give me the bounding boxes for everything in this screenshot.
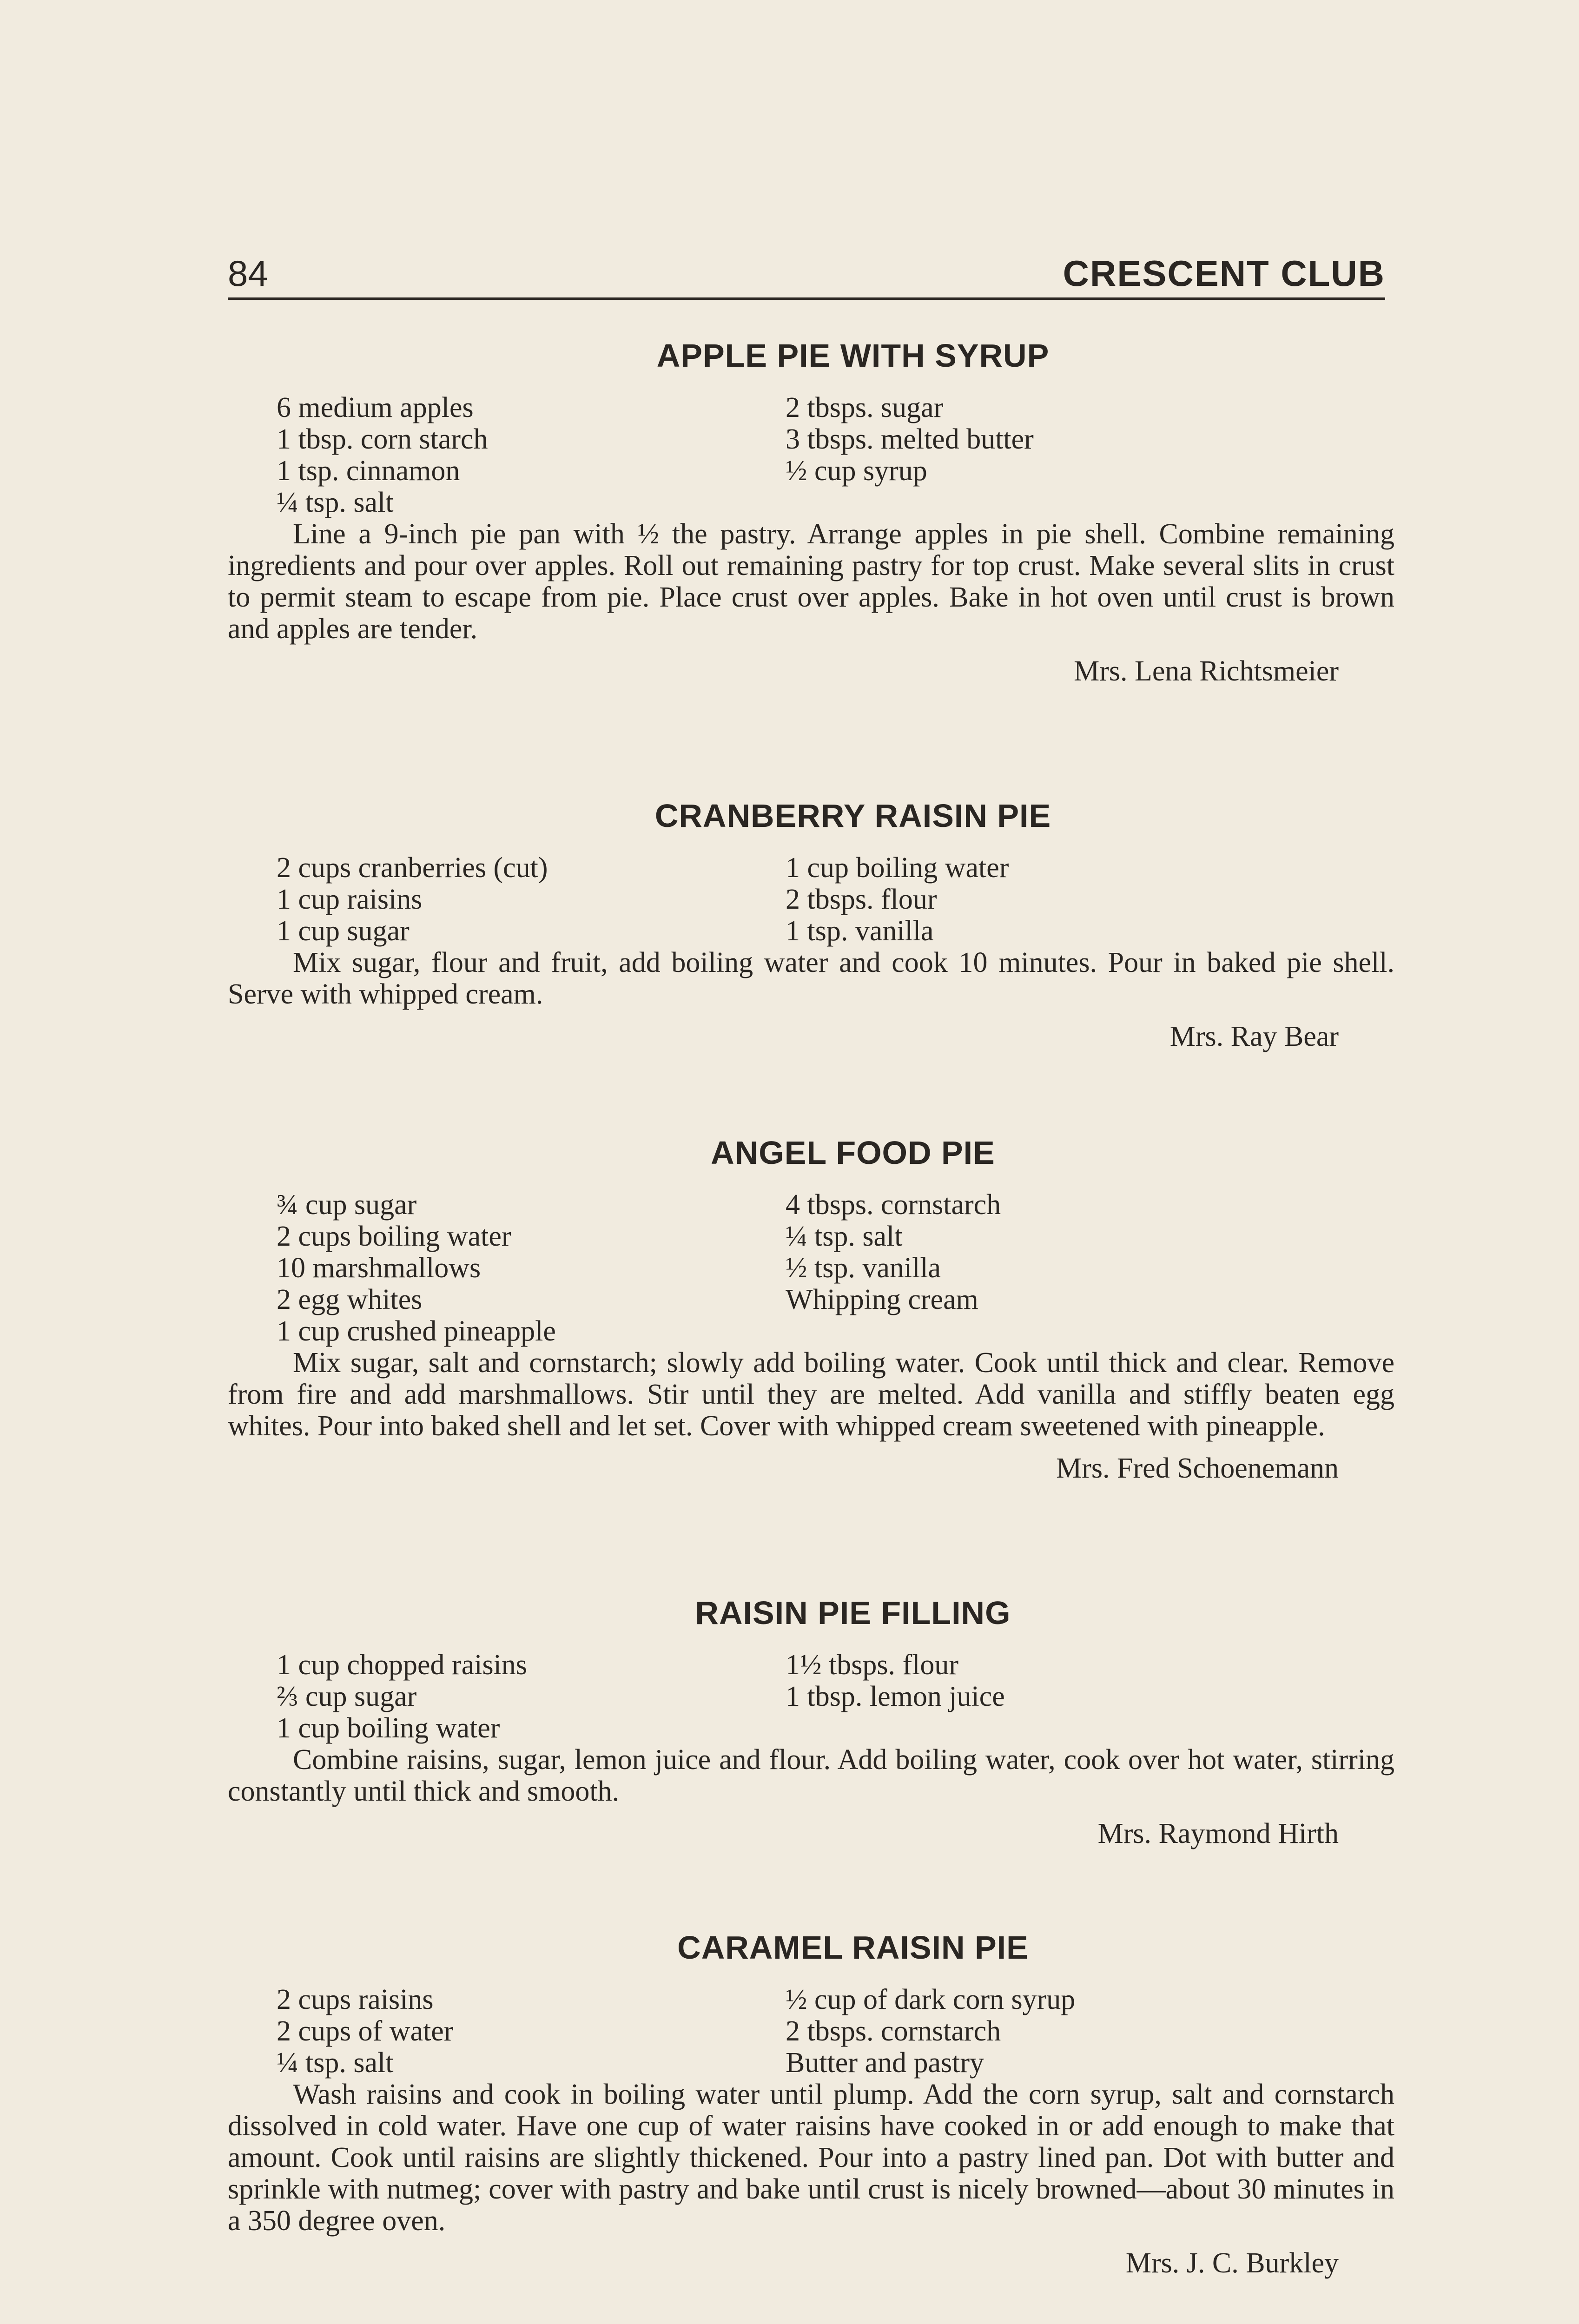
ingredient: 1 cup crushed pineapple	[277, 1315, 556, 1347]
recipe-title: APPLE PIE WITH SYRUP	[656, 337, 1050, 374]
ingredient: 2 cups of water	[277, 2015, 454, 2047]
ingredient: ⅔ cup sugar	[277, 1681, 417, 1712]
recipe-apple-pie-with-syrup	[228, 337, 1394, 688]
ingredient: ½ tsp. vanilla	[786, 1252, 941, 1284]
recipe-title: ANGEL FOOD PIE	[711, 1135, 995, 1171]
ingredient-list	[228, 1649, 1394, 1744]
recipe-caramel-raisin-pie	[228, 1929, 1394, 2280]
ingredient: 2 cups cranberries (cut)	[277, 852, 548, 884]
ingredient: 1 cup sugar	[277, 915, 410, 947]
recipe-raisin-pie-filling	[228, 1594, 1394, 1850]
ingredient: ¾ cup sugar	[277, 1189, 417, 1221]
ingredient: ¼ tsp. salt	[277, 487, 394, 518]
recipe-author: Mrs. Raymond Hirth	[1097, 1818, 1339, 1849]
ingredient-list	[228, 1189, 1394, 1347]
ingredient: ¼ tsp. salt	[277, 2047, 394, 2079]
recipe-instructions: Wash raisins and cook in boiling water until plump. Add the corn syrup, salt and cornstarch dissolved in cold water. Have one cup of water raisins have cooked in or add enough to make that amount. Cook until raisins are slightly thickened. Pour into a pastry lined pan. Dot with butter and sprinkle with nutmeg; cover with pastry and bake until crust is nicely browned—about 30 minutes in a 350 degree oven.	[228, 2079, 1394, 2237]
ingredient: 2 cups raisins	[277, 1984, 434, 2015]
ingredient: 6 medium apples	[277, 392, 474, 423]
ingredient: Butter and pastry	[786, 2047, 984, 2079]
running-title: CRESCENT CLUB	[1063, 253, 1385, 294]
ingredient: ¼ tsp. salt	[786, 1221, 903, 1252]
recipe-author: Mrs. Lena Richtsmeier	[1074, 655, 1339, 687]
ingredient: 3 tbsps. melted butter	[786, 423, 1034, 455]
ingredient: 1 cup raisins	[277, 884, 423, 915]
ingredient-list	[228, 852, 1394, 947]
ingredient: 2 tbsps. sugar	[786, 392, 944, 423]
ingredient: Whipping cream	[786, 1284, 978, 1315]
ingredient: 1 tsp. cinnamon	[277, 455, 460, 487]
ingredient: 2 tbsps. flour	[786, 884, 937, 915]
ingredient: 2 cups boiling water	[277, 1221, 511, 1252]
recipe-title: RAISIN PIE FILLING	[695, 1595, 1011, 1631]
page-header	[228, 242, 1385, 300]
ingredient: 1 cup boiling water	[277, 1712, 500, 1744]
recipe-title: CRANBERRY RAISIN PIE	[654, 798, 1051, 834]
recipe-angel-food-pie	[228, 1134, 1394, 1485]
recipe-author: Mrs. Fred Schoenemann	[1056, 1452, 1339, 1484]
page-number: 84	[228, 253, 268, 294]
ingredient-list	[228, 1984, 1394, 2079]
ingredient: 2 tbsps. cornstarch	[786, 2015, 1001, 2047]
recipe-instructions: Combine raisins, sugar, lemon juice and flour. Add boiling water, cook over hot water, stirring constantly until thick and smooth.	[228, 1744, 1394, 1807]
ingredient: 1 tbsp. corn starch	[277, 423, 488, 455]
ingredient: ½ cup of dark corn syrup	[786, 1984, 1076, 2015]
ingredient: 1½ tbsps. flour	[786, 1649, 958, 1681]
recipe-instructions: Mix sugar, flour and fruit, add boiling water and cook 10 minutes. Pour in baked pie shell. Serve with whipped cream.	[228, 947, 1394, 1010]
recipe-instructions: Line a 9-inch pie pan with ½ the pastry. Arrange apples in pie shell. Combine remaining ingredients and pour over apples. Roll out remaining pastry for top crust. Make several slits in crust to permit steam to escape from pie. Place crust over apples. Bake in hot oven until crust is brown and apples are tender.	[228, 518, 1394, 645]
ingredient: 1 cup boiling water	[786, 852, 1009, 884]
ingredient-list	[228, 392, 1394, 518]
recipe-title: CARAMEL RAISIN PIE	[677, 1929, 1029, 1966]
ingredient: 10 marshmallows	[277, 1252, 481, 1284]
ingredient: 1 cup chopped raisins	[277, 1649, 527, 1681]
recipe-cranberry-raisin-pie	[228, 797, 1394, 1053]
recipe-author: Mrs. Ray Bear	[1169, 1021, 1339, 1052]
ingredient: ½ cup syrup	[786, 455, 927, 487]
recipe-author: Mrs. J. C. Burkley	[1125, 2247, 1339, 2279]
ingredient: 1 tbsp. lemon juice	[786, 1681, 1005, 1712]
recipe-instructions: Mix sugar, salt and cornstarch; slowly add boiling water. Cook until thick and clear. Remove from fire and add marshmallows. Stir until they are melted. Add vanilla and stiffly beaten egg whites. Pour into baked shell and let set. Cover with whipped cream sweetened with pineapple.	[228, 1347, 1394, 1442]
ingredient: 2 egg whites	[277, 1284, 423, 1315]
ingredient: 4 tbsps. cornstarch	[786, 1189, 1001, 1221]
ingredient: 1 tsp. vanilla	[786, 915, 934, 947]
